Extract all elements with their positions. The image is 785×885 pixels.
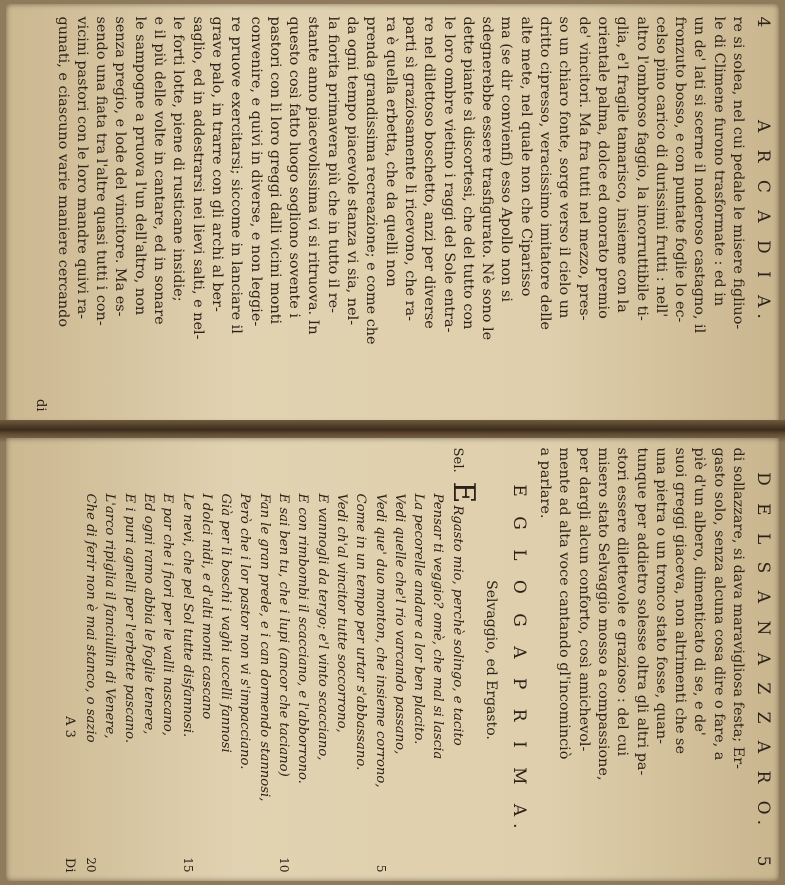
verse-line-text: Vedi ch'al vincitor tutte soccorrono, — [333, 493, 349, 733]
left-page — [6, 4, 779, 424]
verse-line — [350, 447, 369, 872]
page-number: 4 — [752, 16, 773, 34]
verse-line — [215, 447, 234, 872]
verse-text — [445, 481, 481, 850]
verse-line — [389, 447, 408, 872]
verse-text — [408, 481, 427, 850]
prose-line: orientale palma, dolce ed onorato premio — [594, 16, 611, 319]
verse-line-text: E par che i fiori per le valli nascano, — [159, 493, 175, 736]
verse-line — [138, 447, 157, 872]
verse-text — [119, 481, 138, 850]
prose-line: grave palo, in trarre con gli archi al ber- — [208, 16, 225, 312]
verse-line — [293, 447, 312, 872]
prose-line: altro l'ombroso faggio, la incorruttibile ti- — [633, 16, 650, 321]
verse-line — [312, 447, 331, 872]
verse-line — [370, 447, 389, 872]
running-header — [753, 17, 773, 412]
prose-line: le loro ombre vietino i raggi del Sole entra- — [440, 16, 457, 333]
prose-line: dritto cipresso, veracissimo imitatore delle — [536, 16, 553, 330]
verse-line-text: I dolci nidi, e d'alti monti cascano — [198, 493, 214, 719]
prose-line: re nel dilettoso boschetto, anzi per diverse — [420, 16, 437, 329]
prose-line: re si solea, nel cui pedale le misere figliuo- — [729, 16, 746, 330]
prose-line: da ogni tempo piacevole stanza vi sia, nel- — [343, 16, 360, 326]
verse-text — [235, 481, 254, 850]
prose-body — [52, 17, 747, 412]
line-number: 15 — [180, 856, 195, 872]
prose-line: parti sì graziosamente li ricevono, che ra- — [401, 16, 418, 321]
verse-line-text: La pecorelle andare a lor ben placito. — [410, 493, 426, 744]
prose-line: questo così fatto luogo sogliono sovente i — [285, 16, 302, 318]
prose-line: le di Climene furono trasformate : ed in — [710, 16, 727, 307]
right-page-text-block — [13, 447, 773, 872]
verse-line-text: Fan le gran prede, e i can dormendo stannosi, — [256, 493, 272, 801]
verse-line — [254, 447, 273, 872]
verse-text — [312, 481, 331, 850]
verse-text — [389, 481, 408, 850]
prose-line: a parlare. — [536, 447, 553, 518]
verse-body — [80, 447, 481, 872]
prose-line: prenda grandissima recreazione; e come che — [362, 16, 379, 345]
prose-line: dette piante sì discortesi, che del tutto con — [459, 16, 476, 330]
verse-line-text: Le nevi, che pel Sol tutte disfannosi. — [179, 493, 195, 737]
prose-line: pastori con li loro greggi dalli vicini monti — [266, 16, 283, 325]
prose-line: senza pregio, e lode del vincitore. Ma es- — [112, 16, 128, 317]
eclogue-subtitle: Selvaggio, ed Ergasto. — [482, 579, 499, 740]
prose-line: mente ad alta voce cantando gl'incominciò — [555, 447, 572, 759]
prose-line: piè d'un albero, dimenticato di se, e de' — [690, 447, 707, 736]
prose-line: un de' lati si scerne il noderoso castagno, il — [690, 16, 707, 334]
prose-line: stori essere dilettevole e grazioso : del cui — [613, 447, 630, 756]
prose-line: alte mete, nel quale non che Ciparisso — [517, 16, 534, 297]
verse-text — [177, 481, 196, 850]
verse-line-text: Rgasto mio, perchè solingo, e tacito — [449, 504, 465, 746]
verse-line-text: Come in un tempo per urtar s'abbassano. — [352, 493, 368, 770]
verse-text — [138, 481, 157, 850]
verse-text — [254, 481, 273, 850]
prose-line: ma (se dir convienfi) esso Apollo non si — [497, 16, 514, 302]
verse-line — [157, 447, 176, 872]
running-title: D E L S A N A Z Z A R O. — [752, 471, 773, 831]
verse-text — [331, 481, 350, 850]
verse-line-text: Ed ogni ramo abbia le foglie tenere, — [140, 493, 156, 734]
page-footer — [61, 447, 76, 872]
verse-text — [293, 481, 312, 850]
prose-line: ra è quella erbetta, che da quelli non — [382, 16, 399, 287]
right-page — [6, 438, 779, 881]
prose-line: e il più delle volte in cantare, ed in sonare — [150, 16, 167, 325]
line-number: 20 — [83, 856, 98, 872]
prose-line: saglio, ed in addestrarsi nei lievi salti, e nel- — [189, 16, 206, 340]
verse-text — [370, 481, 389, 850]
verse-text — [100, 481, 119, 850]
page-number: 5 — [752, 855, 773, 872]
verse-text — [157, 481, 176, 850]
eclogue-title: E G L O G A P R I M A. — [508, 483, 529, 836]
verse-text — [273, 481, 292, 850]
verse-line — [408, 447, 427, 872]
prose-line: fronzuto bosso, e con puntate foglie lo ec- — [671, 16, 688, 323]
verse-line-text: Vedi que' duo monton, che insieme corrono, — [372, 493, 388, 788]
prose-line: de' vincitori. Ma fra tutti nel mezzo, pres- — [575, 16, 592, 321]
prose-line: sdegnerebbe essere trasfigurato. Nè sono le — [478, 16, 495, 341]
verse-text — [80, 481, 99, 850]
running-title: A R C A D I A. — [752, 120, 773, 325]
verse-line — [445, 447, 481, 872]
verse-line — [235, 447, 254, 872]
page-footer — [33, 17, 48, 412]
verse-line-text: L'arco ripiglia il fanciullin di Venere, — [101, 493, 117, 739]
verse-line — [119, 447, 138, 872]
prose-line: per dargli alcun conforto, così amichevol- — [575, 447, 592, 751]
prose-line: le sampogne a pruova l'un dell'altro, non — [131, 16, 148, 316]
verse-line — [331, 447, 350, 872]
prose-line: gasto solo, senza alcuna cosa dire o fare, a — [710, 447, 727, 760]
speaker-label: Sel. — [449, 447, 465, 473]
signature-mark: A 3 — [61, 715, 77, 738]
verse-line-text: E sai ben tu, che i lupi (ancor che taciano) — [275, 493, 291, 777]
verse-text — [428, 481, 447, 850]
prose-line: glia, e'l fragile tamarisco, insieme con la — [613, 16, 630, 313]
verse-line-text: Però che i lor pastor non vi s'impacciano. — [236, 493, 252, 769]
prose-line: le forti lotte, piene di rusticane insidie; — [169, 16, 186, 302]
verse-line-text: Che di ferir non è mai stanco, o sazio — [82, 493, 98, 743]
prose-line: di sollazzare, si dava maravigliosa festa; Er- — [729, 447, 746, 769]
prose-line: celso pino carico di durissimi frutti : nell' — [652, 16, 669, 318]
verse-line-text: E i puri agnelli per l'erbette pascano. — [121, 493, 137, 743]
verse-line — [273, 447, 292, 872]
verse-line — [428, 447, 447, 872]
verse-text — [215, 481, 234, 850]
prose-line: vicini pastori con le loro mandre quivi ra- — [73, 16, 90, 320]
catchword: Di — [61, 857, 77, 872]
prose-line: tunque per addietro solesse oltra gli altri pa- — [633, 447, 650, 775]
verse-line — [100, 447, 119, 872]
verse-text — [196, 481, 215, 850]
verse-line — [196, 447, 215, 872]
prose-line: suoi greggi giaceva, non altrimenti che se — [671, 447, 688, 754]
prose-line: una pietra o un tronco stato fosse, quan- — [652, 447, 669, 744]
line-number: 10 — [276, 856, 291, 872]
verse-line-text: Pensar ti veggio? omè, che mal si lascia — [429, 493, 445, 759]
verse-line — [80, 447, 99, 872]
verse-line-text: E con rimbombi il scacciano, e l'abborrono. — [294, 493, 310, 784]
running-header — [753, 447, 773, 872]
verse-line — [177, 447, 196, 872]
prose-line: re pruove exercitarsi; siccome in lanciare il — [227, 16, 244, 334]
prose-line: stante anno piacevolissima vi si ritruova. In — [304, 16, 321, 335]
line-number: 5 — [373, 864, 388, 872]
catchword: di — [32, 399, 48, 412]
left-page-text-block — [13, 17, 773, 412]
verse-line-text: Vedi quelle che'l rio varcando passano, — [391, 493, 407, 754]
verse-text — [350, 481, 369, 850]
prose-line: gunati, e ciascuno varie maniere cercando — [54, 16, 71, 328]
prose-line: sendo una fiata tra l'altre quasi tutti i con- — [92, 16, 109, 326]
prose-line: misero stato Selvaggio mosso a compassione, — [594, 447, 611, 781]
verse-line-text: E vannogli da tergo; e'l vinto scacciano, — [314, 493, 330, 760]
prose-line: la fiorita primavera più che in tutto il re- — [324, 16, 341, 313]
verse-line-text: Già per li boschi i vaghi uccelli fannosi — [217, 493, 233, 753]
drop-cap: E — [445, 481, 481, 503]
prose-body — [534, 447, 746, 872]
prose-line: convenire, e quivi in diverse, e non leggie- — [247, 16, 264, 327]
prose-line: so un chiaro fonte, sorge verso il cielo un — [555, 16, 572, 319]
